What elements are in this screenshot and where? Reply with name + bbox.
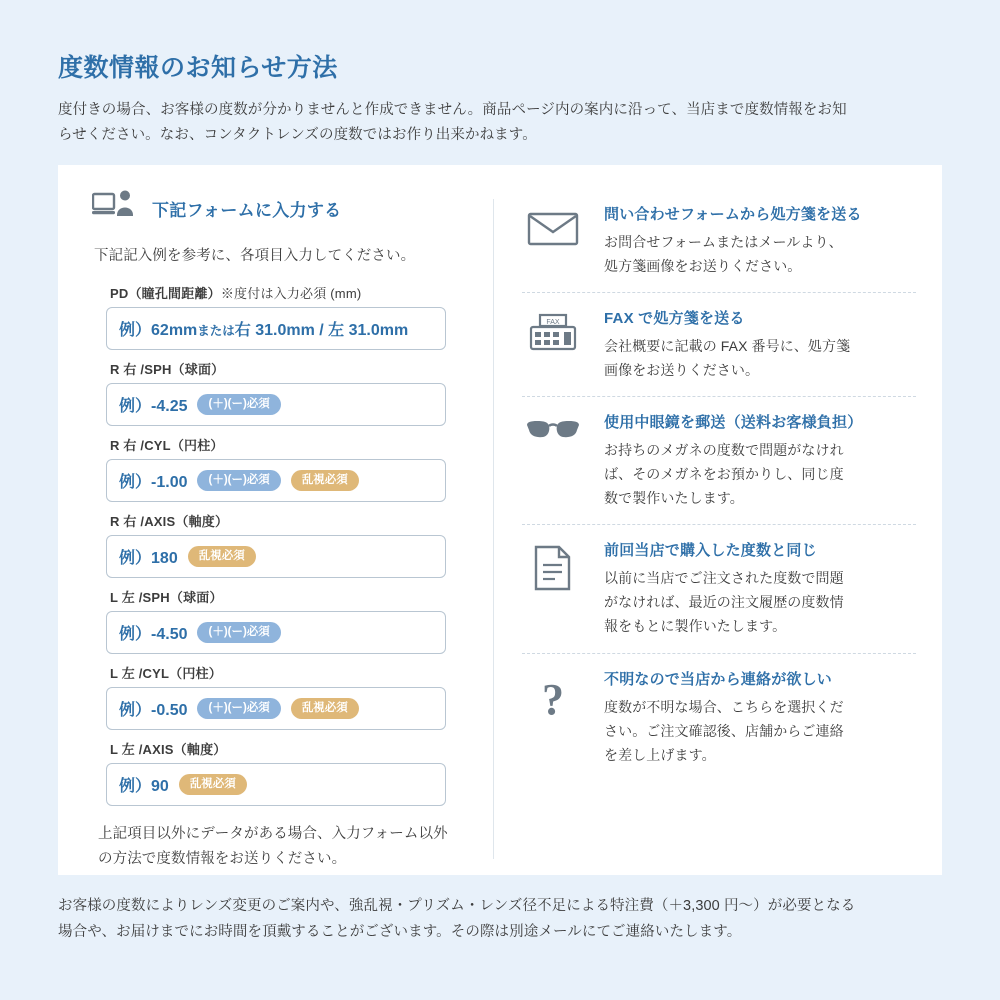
method-item-unknown-body-line-3: を差し上げます。 — [604, 746, 716, 763]
form-person-icon — [92, 189, 138, 228]
method-item-mail-body-line-2: 処方箋画像をお送りください。 — [604, 257, 802, 274]
field-r-axis — [92, 511, 477, 578]
method-item-mail-body-line-1: お問合せフォームまたはメールより、 — [604, 233, 843, 250]
method-item-fax-title: FAX で処方箋を送る — [604, 309, 745, 327]
svg-text:FAX: FAX — [546, 318, 560, 326]
form-column-header — [92, 189, 477, 228]
field-l-axis-example — [119, 773, 169, 796]
page-title: 度数情報のお知らせ方法 — [58, 54, 338, 82]
field-l-axis-label: L 左 /AXIS（軸度） — [110, 741, 227, 757]
method-item-previous-order-body-line-3: 報をもとに製作いたします。 — [604, 618, 787, 635]
field-l-axis-input[interactable] — [106, 763, 446, 806]
method-item-glasses-body — [604, 438, 862, 510]
field-l-axis — [92, 739, 477, 806]
method-item-glasses-body-line-3: 数で製作いたします。 — [604, 490, 744, 507]
method-item-fax-body-line-2: 画像をお送りください。 — [604, 361, 760, 378]
form-column-title: 下記フォームに入力する — [152, 200, 342, 220]
field-pd-example-mid: または — [197, 323, 235, 338]
field-l-sph-label: L 左 /SPH（球面） — [110, 589, 223, 605]
field-l-cyl-tag-astig: 乱視必須 — [291, 698, 359, 719]
form-column-note — [98, 822, 477, 873]
field-r-sph-example-value: -4.25 — [151, 397, 188, 415]
methods-column — [494, 183, 942, 875]
field-l-sph-tag-sign: (＋)(ー)必須 — [197, 622, 280, 643]
field-r-sph-example — [119, 393, 187, 416]
fax-icon — [522, 307, 584, 353]
field-r-cyl-example-prefix: 例） — [119, 473, 152, 491]
footer-note-line-1: お客様の度数によりレンズ変更のご案内や、強乱視・プリズム・レンズ径不足による特注費（＋3,300 円〜）が必要となる — [58, 897, 856, 914]
method-item-unknown[interactable] — [522, 653, 916, 781]
method-item-previous-order-text — [604, 539, 844, 638]
method-item-previous-order[interactable] — [522, 524, 916, 652]
form-column-subtitle: 下記記入例を参考に、各項目入力してください。 — [94, 247, 416, 264]
field-r-sph-label: R 右 /SPH（球面） — [110, 361, 225, 377]
field-r-sph-input[interactable] — [106, 383, 446, 426]
field-r-cyl-input[interactable] — [106, 459, 446, 502]
field-r-cyl-tag-astig: 乱視必須 — [291, 470, 359, 491]
field-l-axis-example-prefix: 例） — [119, 777, 152, 795]
field-r-axis-label: R 右 /AXIS（軸度） — [110, 513, 229, 529]
field-pd-label — [110, 283, 477, 302]
field-r-axis-input[interactable] — [106, 535, 446, 578]
method-item-glasses[interactable] — [522, 396, 916, 524]
field-l-cyl-example-value: -0.50 — [151, 701, 188, 719]
document-icon — [522, 539, 584, 591]
field-pd-example-prefix: 例） — [119, 321, 152, 339]
field-pd-label-thin: ※度付は入力必須 (mm) — [220, 285, 362, 301]
intro-text — [58, 98, 942, 149]
envelope-icon — [522, 203, 584, 247]
field-r-cyl-label: R 右 /CYL（円柱） — [110, 437, 224, 453]
field-l-cyl-example-prefix: 例） — [119, 701, 152, 719]
field-pd-example — [119, 317, 408, 340]
field-r-axis-example-prefix: 例） — [119, 549, 152, 567]
field-l-cyl-example — [119, 697, 187, 720]
method-item-previous-order-body-line-1: 以前に当店でご注文された度数で問題 — [604, 570, 844, 587]
method-item-glasses-text — [604, 411, 862, 510]
method-item-previous-order-body — [604, 566, 844, 638]
field-l-cyl-input[interactable] — [106, 687, 446, 730]
method-item-previous-order-body-line-2: がなければ、最近の注文履歴の度数情 — [604, 594, 844, 611]
method-item-unknown-body-line-1: 度数が不明な場合、こちらを選択くだ — [604, 698, 844, 715]
method-item-mail-title: 問い合わせフォームから処方箋を送る — [604, 205, 862, 223]
field-r-sph-example-prefix: 例） — [119, 397, 152, 415]
svg-text:?: ? — [542, 674, 564, 720]
method-item-fax[interactable] — [522, 292, 916, 396]
info-card — [58, 165, 942, 875]
field-r-cyl — [92, 435, 477, 502]
method-item-unknown-title: 不明なので当店から連絡が欲しい — [604, 670, 833, 688]
field-r-sph-tag-sign: (＋)(ー)必須 — [197, 394, 280, 415]
field-pd-input[interactable] — [106, 307, 446, 350]
intro-line-1: 度付きの場合、お客様の度数が分かりませんと作成できません。商品ページ内の案内に沿って、当店まで度数情報をお知 — [58, 102, 847, 118]
method-item-fax-body — [604, 334, 850, 382]
method-item-mail-body — [604, 230, 862, 278]
field-l-cyl-tag-sign: (＋)(ー)必須 — [197, 698, 280, 719]
method-item-previous-order-title: 前回当店で購入した度数と同じ — [604, 542, 817, 560]
field-r-cyl-example-value: -1.00 — [151, 473, 188, 491]
field-r-sph — [92, 359, 477, 426]
field-pd-label-bold: PD（瞳孔間距離） — [110, 285, 221, 301]
field-l-cyl-label: L 左 /CYL（円柱） — [110, 665, 222, 681]
method-item-fax-body-line-1: 会社概要に記載の FAX 番号に、処方箋 — [604, 337, 851, 354]
field-pd-example-suffix: 右 31.0mm / 左 31.0mm — [234, 321, 409, 339]
field-r-cyl-tag-sign: (＋)(ー)必須 — [197, 470, 280, 491]
field-l-axis-example-value: 90 — [151, 777, 169, 795]
form-column-note-line-1: 上記項目以外にデータがある場合、入力フォーム以外 — [98, 825, 448, 842]
method-item-fax-text — [604, 307, 850, 382]
method-item-glasses-body-line-2: ば、そのメガネをお預かりし、同じ度 — [604, 466, 844, 483]
field-r-axis-tag-astig: 乱視必須 — [188, 546, 256, 567]
field-r-axis-example-value: 180 — [151, 549, 178, 567]
field-l-sph-example-prefix: 例） — [119, 625, 152, 643]
form-column — [58, 183, 493, 875]
footer-note — [58, 893, 942, 945]
method-item-unknown-text — [604, 668, 844, 767]
method-item-unknown-body-line-2: さい。ご注文確認後、店舗からご連絡 — [604, 722, 844, 739]
field-l-cyl — [92, 663, 477, 730]
method-item-glasses-title: 使用中眼鏡を郵送（送料お客様負担） — [604, 414, 863, 432]
glasses-icon — [522, 411, 584, 443]
field-pd — [92, 283, 477, 350]
method-item-unknown-body — [604, 695, 844, 767]
method-item-glasses-body-line-1: お持ちのメガネの度数で問題がなけれ — [604, 442, 844, 459]
field-l-sph-example — [119, 621, 187, 644]
field-r-axis-example — [119, 545, 178, 568]
method-item-mail-text — [604, 203, 862, 278]
question-mark-icon — [522, 668, 584, 720]
intro-line-2: らせください。なお、コンタクトレンズの度数ではお作り出来かねます。 — [58, 127, 537, 144]
field-l-sph-input[interactable] — [106, 611, 446, 654]
field-l-axis-tag-astig: 乱視必須 — [179, 774, 247, 795]
footer-note-line-2: 場合や、お届けまでにお時間を頂戴することがございます。その際は別途メールにてご連絡いたします。 — [58, 923, 742, 940]
form-column-note-line-2: の方法で度数情報をお送りください。 — [98, 851, 347, 868]
method-item-mail[interactable] — [522, 189, 916, 292]
field-r-cyl-example — [119, 469, 187, 492]
field-l-sph — [92, 587, 477, 654]
field-l-sph-example-value: -4.50 — [151, 625, 188, 643]
field-pd-example-value: 62mm — [151, 321, 198, 339]
